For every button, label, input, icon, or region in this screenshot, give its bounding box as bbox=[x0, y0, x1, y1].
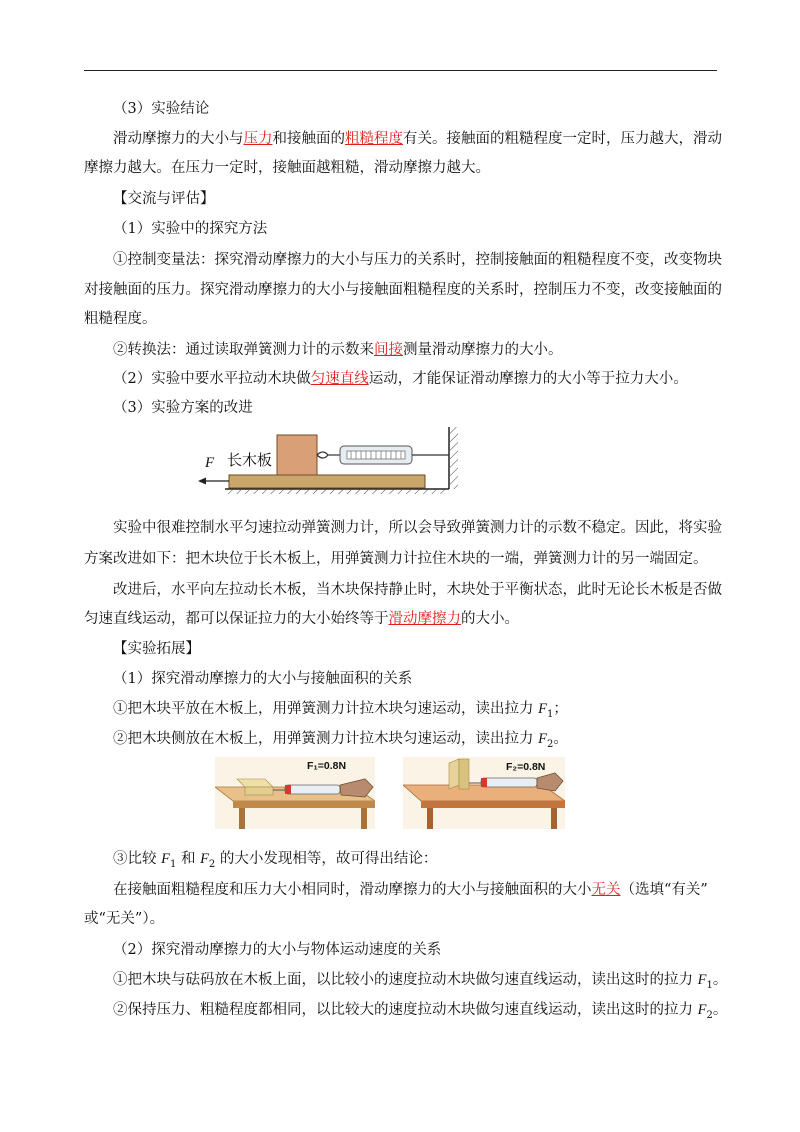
paragraph: 改进后，水平向左拉动长木板，当木块保持静止时，木块处于平衡状态，此时无论长木板是否做 bbox=[113, 582, 722, 598]
text: ； bbox=[553, 701, 568, 717]
paragraph: 方案改进如下：把木块位于长木板上，用弹簧测力计拉住木块的一端，弹簧测力计的另一端固定。 bbox=[84, 551, 708, 567]
header-rule bbox=[84, 70, 717, 71]
paragraph bbox=[113, 729, 753, 749]
section-heading: （3）实验方案的改进 bbox=[113, 400, 253, 416]
photo-force-label: F₂=0.8N bbox=[506, 761, 546, 773]
answer-blank: 滑动摩擦力 bbox=[388, 611, 461, 627]
text: 匀速直线运动，都可以保证拉力的大小始终等于 bbox=[84, 611, 389, 627]
photo-force-label: F₁=0.8N bbox=[307, 760, 347, 772]
wooden-block bbox=[459, 759, 469, 789]
text: 。 bbox=[553, 731, 568, 747]
text: ③比较 bbox=[113, 851, 162, 867]
section-heading: 【实验拓展】 bbox=[113, 641, 200, 657]
paragraph: 对接触面的压力。探究滑动摩擦力的大小与接触面粗糙程度的关系时，控制压力不变，改变接触面的 bbox=[84, 282, 722, 298]
paragraph: 粗糙程度。 bbox=[84, 311, 157, 327]
floor-hatch bbox=[225, 489, 449, 494]
text: ①把木块与砝码放在木板上面，以比较小的速度拉动木块做匀速直线运动，读出这时的拉力 bbox=[113, 972, 698, 988]
paragraph bbox=[113, 340, 753, 360]
text: 的大小。 bbox=[461, 611, 519, 627]
subscript: 1 bbox=[546, 708, 554, 720]
text: ①把木块平放在木板上，用弹簧测力计拉木块匀速运动，读出拉力 bbox=[113, 701, 539, 717]
wooden-block bbox=[277, 435, 317, 475]
text: ②转换法：通过读取弹簧测力计的示数来 bbox=[113, 342, 374, 358]
section-heading: （3）实验结论 bbox=[113, 101, 210, 117]
section-heading: （1）探究滑动摩擦力的大小与接触面积的关系 bbox=[113, 671, 413, 687]
text: 滑动摩擦力的大小与 bbox=[113, 131, 244, 147]
subscript: 1 bbox=[169, 858, 177, 870]
apparatus-diagram bbox=[195, 425, 465, 495]
text: ②把木块侧放在木板上，用弹簧测力计拉木块匀速运动，读出拉力 bbox=[113, 731, 539, 747]
text: 有关。接触面的粗糙程度一定时，压力越大，滑动 bbox=[403, 131, 722, 147]
variable: F bbox=[161, 851, 170, 867]
section-heading: 【交流与评估】 bbox=[113, 191, 215, 207]
subscript: 2 bbox=[546, 738, 554, 750]
paragraph bbox=[113, 369, 753, 389]
subscript: 2 bbox=[208, 858, 216, 870]
paragraph bbox=[113, 129, 753, 149]
long-board bbox=[229, 475, 425, 488]
spring-scale bbox=[481, 778, 537, 787]
wall-hatch bbox=[450, 427, 458, 489]
paragraph bbox=[113, 1000, 753, 1020]
text: 运动，才能保证滑动摩擦力的大小等于拉力大小。 bbox=[368, 371, 688, 387]
variable: F bbox=[538, 731, 547, 747]
answer-blank: 间接 bbox=[374, 342, 403, 358]
hook bbox=[317, 452, 328, 458]
answer-blank: 压力 bbox=[243, 131, 273, 147]
variable: F bbox=[697, 1002, 707, 1018]
subscript: 2 bbox=[706, 1009, 713, 1021]
variable: F bbox=[200, 851, 209, 867]
photo-block-side bbox=[403, 757, 565, 829]
paragraph: 或“无关”）。 bbox=[84, 911, 165, 927]
text: 测量滑动摩擦力的大小。 bbox=[403, 342, 563, 358]
text: 在接触面粗糙程度和压力大小相同时，滑动摩擦力的大小与接触面积的大小 bbox=[113, 882, 592, 898]
text: ②保持压力、粗糙程度都相同，以比较大的速度拉动木块做匀速直线运动，读出这时的拉力 bbox=[113, 1002, 698, 1018]
paragraph bbox=[113, 970, 753, 990]
answer-blank: 匀速直线 bbox=[310, 371, 369, 387]
section-heading: （2）探究滑动摩擦力的大小与物体运动速度的关系 bbox=[113, 942, 442, 958]
variable: F bbox=[538, 701, 547, 717]
variable: F bbox=[697, 972, 707, 988]
text: （选填“有关” bbox=[620, 882, 708, 898]
board-label: 长木板 bbox=[227, 451, 273, 469]
paragraph: 摩擦力越大。在压力一定时，接触面越粗糙，滑动摩擦力越大。 bbox=[84, 160, 490, 176]
paragraph: 实验中很难控制水平匀速拉动弹簧测力计，所以会导致弹簧测力计的示数不稳定。因此，将实验 bbox=[113, 520, 722, 536]
section-heading: （1）实验中的探究方法 bbox=[113, 221, 268, 237]
text: 和接触面的 bbox=[272, 131, 345, 147]
text: 的大小发现相等，故可得出结论： bbox=[215, 851, 438, 867]
wooden-block bbox=[245, 787, 273, 795]
paragraph: ①控制变量法：探究滑动摩擦力的大小与压力的关系时，控制接触面的粗糙程度不变，改变物块 bbox=[113, 252, 722, 268]
paragraph bbox=[84, 609, 724, 629]
answer-blank: 无关 bbox=[591, 882, 621, 898]
text: 和 bbox=[176, 851, 201, 867]
spring-scale bbox=[285, 785, 340, 794]
text: （2）实验中要水平拉动木块做 bbox=[113, 371, 311, 387]
paragraph bbox=[113, 699, 753, 719]
photo-block-flat bbox=[215, 757, 375, 829]
paragraph bbox=[113, 880, 753, 900]
text: 。 bbox=[712, 972, 728, 988]
force-label: F bbox=[205, 455, 215, 471]
subscript: 1 bbox=[706, 979, 713, 991]
paragraph bbox=[113, 849, 753, 869]
text: 。 bbox=[712, 1002, 728, 1018]
answer-blank: 粗糙程度 bbox=[345, 131, 403, 147]
